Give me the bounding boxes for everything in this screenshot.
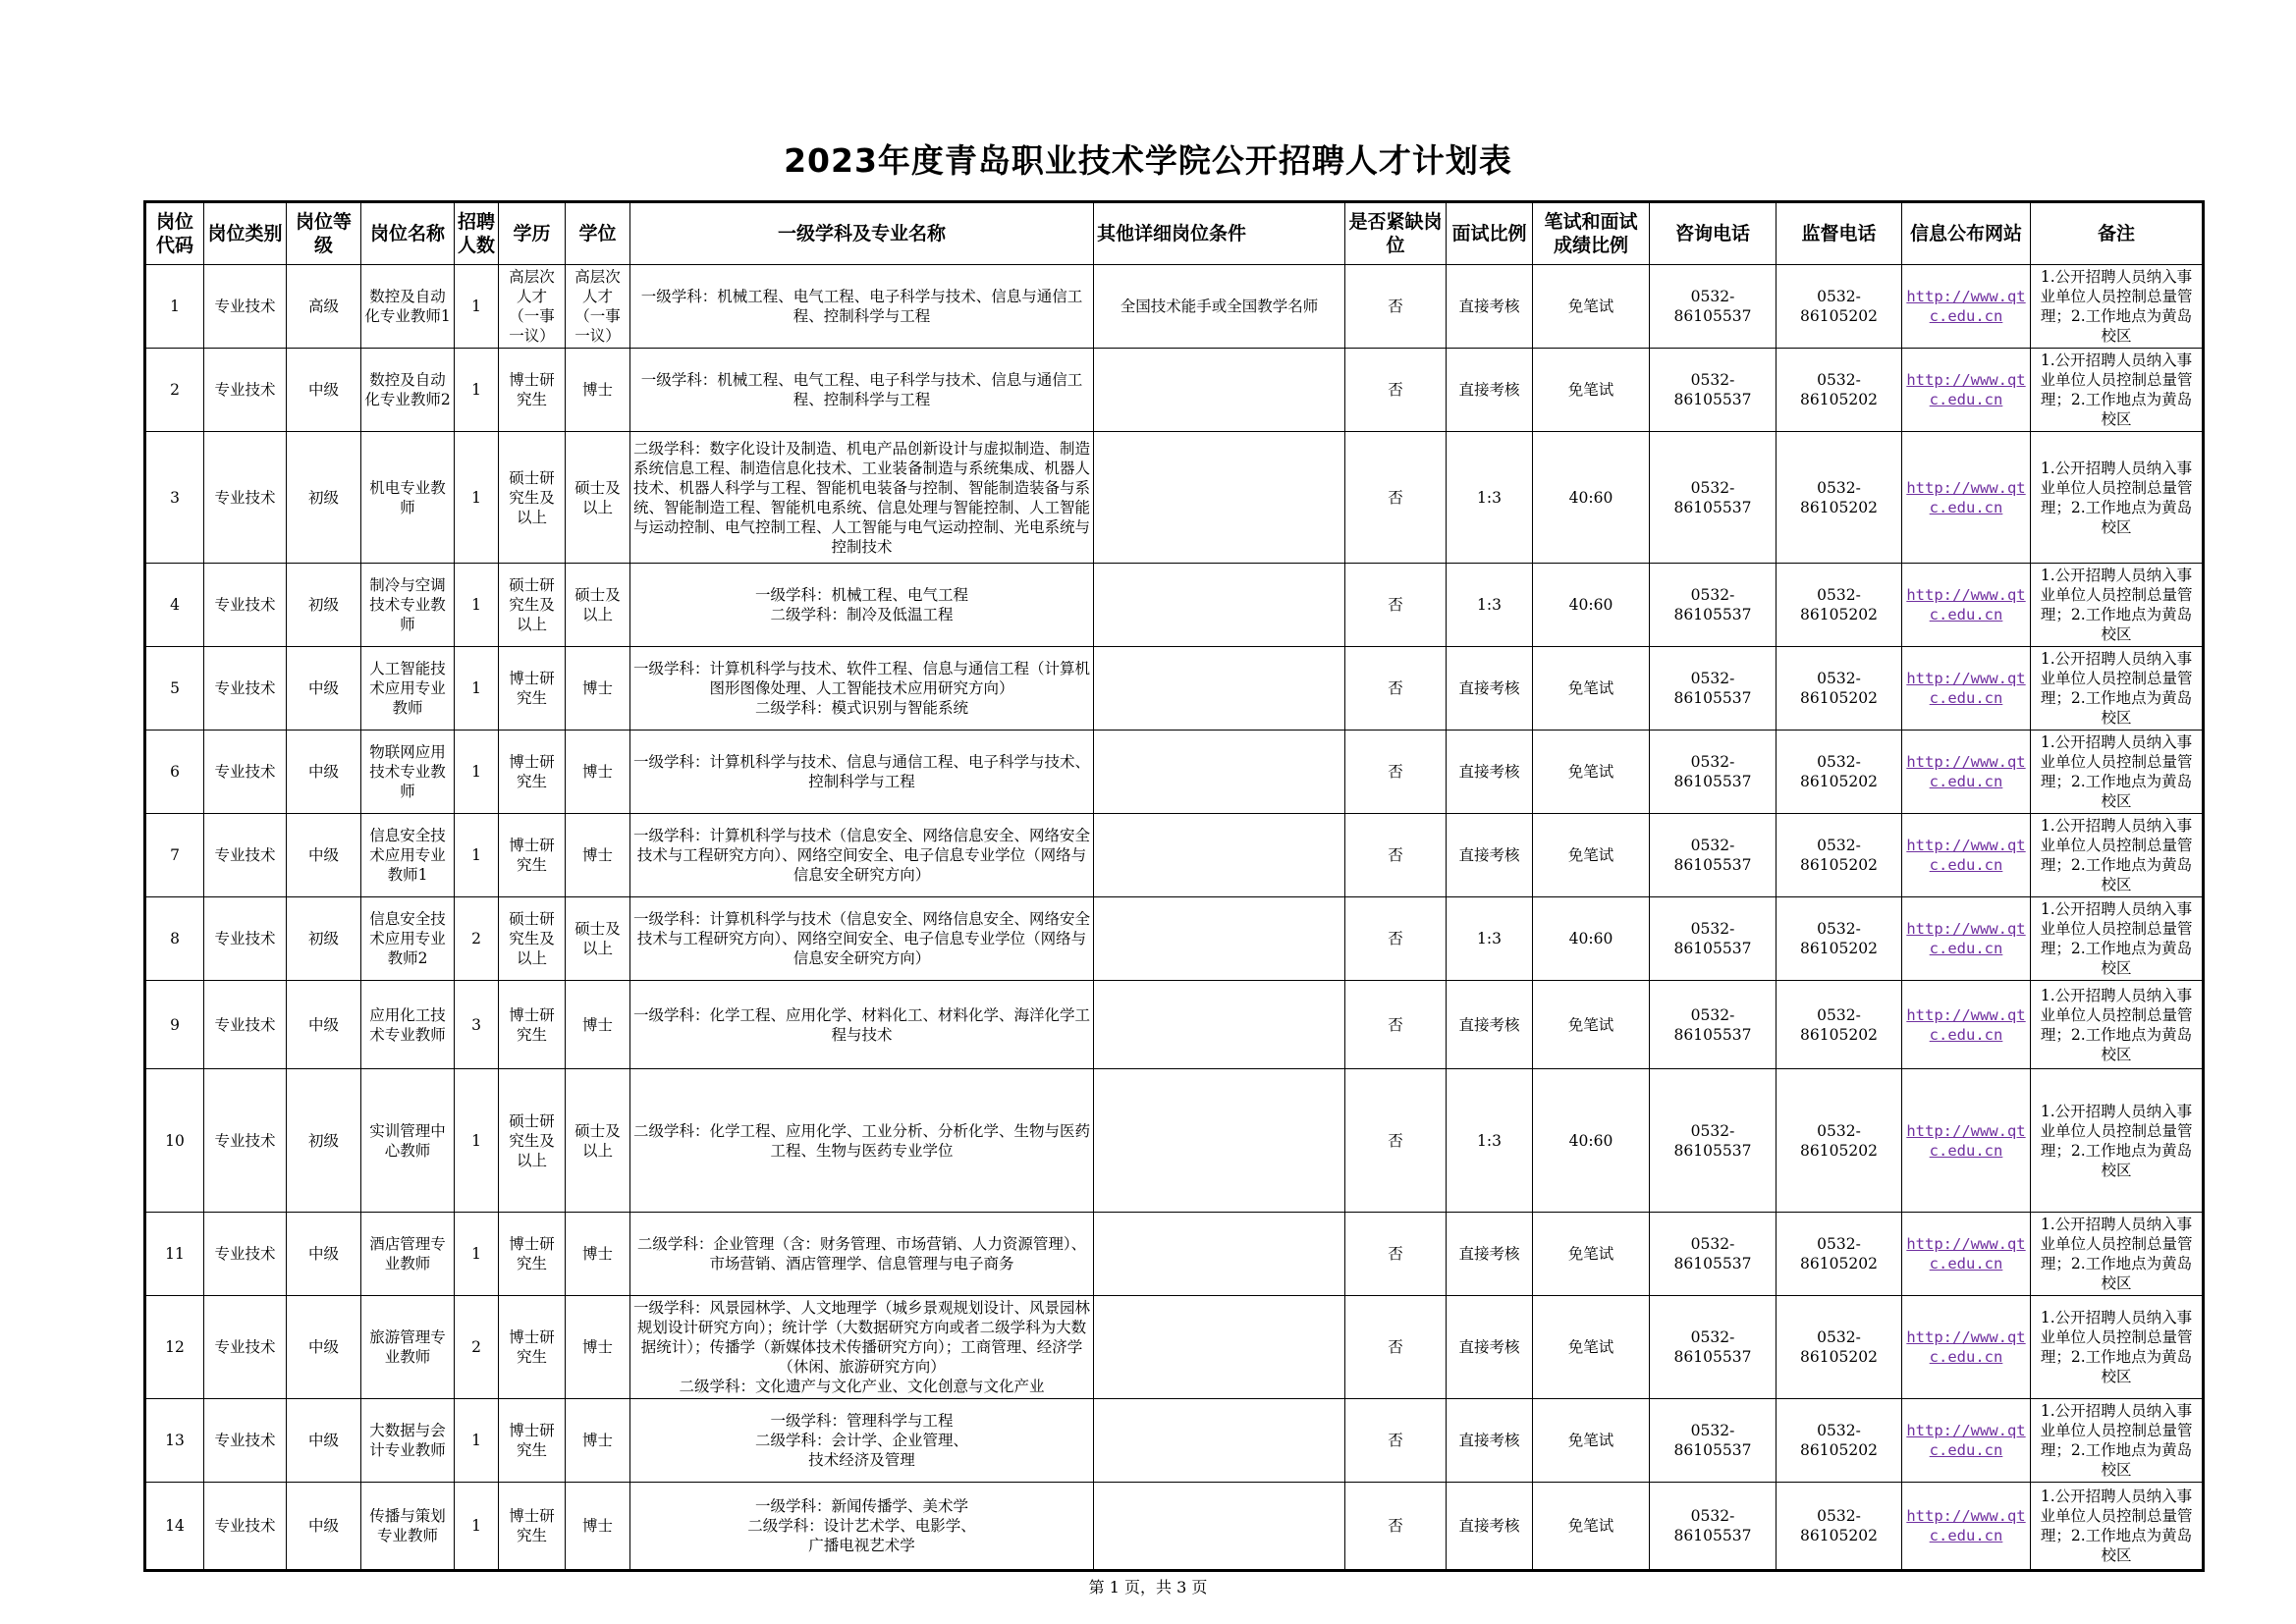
cell-conditions bbox=[1094, 1213, 1345, 1296]
website-link[interactable]: http://www.qtc.edu.cn bbox=[1906, 1328, 2026, 1366]
cell-supervise-phone: 0532-86105202 bbox=[1777, 1483, 1902, 1571]
cell-consult-phone: 0532-86105537 bbox=[1650, 1483, 1777, 1571]
cell-consult-phone: 0532-86105537 bbox=[1650, 731, 1777, 814]
cell-urgent: 否 bbox=[1345, 1296, 1447, 1399]
cell-degree: 博士 bbox=[566, 647, 630, 731]
cell-urgent: 否 bbox=[1345, 981, 1447, 1069]
cell-score-ratio: 免笔试 bbox=[1533, 814, 1650, 897]
cell-name: 数控及自动化专业教师2 bbox=[361, 349, 455, 432]
cell-interview-ratio: 直接考核 bbox=[1447, 1399, 1533, 1483]
table-row bbox=[145, 1296, 2204, 1399]
table-row bbox=[145, 1069, 2204, 1213]
cell-conditions bbox=[1094, 897, 1345, 981]
cell-level: 中级 bbox=[287, 349, 361, 432]
cell-code: 14 bbox=[145, 1483, 204, 1571]
cell-consult-phone: 0532-86105537 bbox=[1650, 814, 1777, 897]
cell-name: 数控及自动化专业教师1 bbox=[361, 265, 455, 349]
cell-category: 专业技术 bbox=[204, 1483, 287, 1571]
cell-website bbox=[1902, 897, 2031, 981]
cell-name: 人工智能技术应用专业教师 bbox=[361, 647, 455, 731]
cell-degree: 博士 bbox=[566, 1213, 630, 1296]
cell-category: 专业技术 bbox=[204, 981, 287, 1069]
cell-interview-ratio: 直接考核 bbox=[1447, 814, 1533, 897]
cell-website bbox=[1902, 1213, 2031, 1296]
cell-degree: 硕士及以上 bbox=[566, 564, 630, 647]
cell-website bbox=[1902, 814, 2031, 897]
cell-code: 6 bbox=[145, 731, 204, 814]
cell-urgent: 否 bbox=[1345, 647, 1447, 731]
cell-website bbox=[1902, 564, 2031, 647]
cell-code: 5 bbox=[145, 647, 204, 731]
cell-interview-ratio: 直接考核 bbox=[1447, 647, 1533, 731]
page-title: 2023年度青岛职业技术学院公开招聘人才计划表 bbox=[784, 141, 1512, 180]
table-row bbox=[145, 564, 2204, 647]
cell-supervise-phone: 0532-86105202 bbox=[1777, 564, 1902, 647]
cell-consult-phone: 0532-86105537 bbox=[1650, 647, 1777, 731]
cell-consult-phone: 0532-86105537 bbox=[1650, 1296, 1777, 1399]
cell-education: 博士研究生 bbox=[499, 1399, 566, 1483]
cell-conditions bbox=[1094, 814, 1345, 897]
cell-interview-ratio: 直接考核 bbox=[1447, 731, 1533, 814]
cell-level: 中级 bbox=[287, 731, 361, 814]
column-header: 学位 bbox=[566, 202, 630, 265]
cell-conditions bbox=[1094, 1069, 1345, 1213]
cell-urgent: 否 bbox=[1345, 432, 1447, 564]
cell-interview-ratio: 直接考核 bbox=[1447, 1213, 1533, 1296]
cell-category: 专业技术 bbox=[204, 731, 287, 814]
column-header: 学历 bbox=[499, 202, 566, 265]
cell-level: 中级 bbox=[287, 1483, 361, 1571]
cell-website bbox=[1902, 1483, 2031, 1571]
cell-category: 专业技术 bbox=[204, 814, 287, 897]
page-footer: 第 1 页，共 3 页 bbox=[1088, 1578, 1208, 1597]
cell-education: 博士研究生 bbox=[499, 1483, 566, 1571]
website-link[interactable]: http://www.qtc.edu.cn bbox=[1906, 1235, 2026, 1272]
cell-name: 旅游管理专业教师 bbox=[361, 1296, 455, 1399]
cell-note: 1.公开招聘人员纳入事业单位人员控制总量管理；2.工作地点为黄岛校区 bbox=[2031, 647, 2204, 731]
cell-name: 酒店管理专业教师 bbox=[361, 1213, 455, 1296]
cell-name: 制冷与空调技术专业教师 bbox=[361, 564, 455, 647]
cell-degree: 硕士及以上 bbox=[566, 897, 630, 981]
cell-score-ratio: 40:60 bbox=[1533, 897, 1650, 981]
column-header: 监督电话 bbox=[1777, 202, 1902, 265]
cell-note: 1.公开招聘人员纳入事业单位人员控制总量管理；2.工作地点为黄岛校区 bbox=[2031, 1069, 2204, 1213]
cell-score-ratio: 免笔试 bbox=[1533, 1483, 1650, 1571]
cell-note: 1.公开招聘人员纳入事业单位人员控制总量管理；2.工作地点为黄岛校区 bbox=[2031, 265, 2204, 349]
cell-education: 硕士研究生及以上 bbox=[499, 897, 566, 981]
cell-supervise-phone: 0532-86105202 bbox=[1777, 349, 1902, 432]
cell-degree: 博士 bbox=[566, 814, 630, 897]
cell-urgent: 否 bbox=[1345, 265, 1447, 349]
cell-website bbox=[1902, 432, 2031, 564]
cell-name: 传播与策划专业教师 bbox=[361, 1483, 455, 1571]
cell-consult-phone: 0532-86105537 bbox=[1650, 897, 1777, 981]
cell-website bbox=[1902, 1069, 2031, 1213]
cell-code: 8 bbox=[145, 897, 204, 981]
cell-website bbox=[1902, 981, 2031, 1069]
cell-category: 专业技术 bbox=[204, 1399, 287, 1483]
column-header: 岗位等级 bbox=[287, 202, 361, 265]
cell-level: 中级 bbox=[287, 1213, 361, 1296]
column-header: 其他详细岗位条件 bbox=[1094, 202, 1345, 265]
cell-level: 高级 bbox=[287, 265, 361, 349]
cell-code: 4 bbox=[145, 564, 204, 647]
cell-education: 博士研究生 bbox=[499, 814, 566, 897]
cell-education: 硕士研究生及以上 bbox=[499, 432, 566, 564]
cell-supervise-phone: 0532-86105202 bbox=[1777, 265, 1902, 349]
cell-count: 1 bbox=[455, 647, 499, 731]
cell-category: 专业技术 bbox=[204, 1213, 287, 1296]
cell-supervise-phone: 0532-86105202 bbox=[1777, 897, 1902, 981]
column-header: 岗位类别 bbox=[204, 202, 287, 265]
cell-consult-phone: 0532-86105537 bbox=[1650, 265, 1777, 349]
cell-conditions bbox=[1094, 731, 1345, 814]
cell-score-ratio: 免笔试 bbox=[1533, 647, 1650, 731]
cell-interview-ratio: 1:3 bbox=[1447, 432, 1533, 564]
cell-degree: 博士 bbox=[566, 1296, 630, 1399]
cell-count: 1 bbox=[455, 265, 499, 349]
column-header: 一级学科及专业名称 bbox=[630, 202, 1094, 265]
table-row bbox=[145, 897, 2204, 981]
cell-consult-phone: 0532-86105537 bbox=[1650, 981, 1777, 1069]
cell-code: 9 bbox=[145, 981, 204, 1069]
table-row bbox=[145, 981, 2204, 1069]
cell-subjects: 一级学科：化学工程、应用化学、材料化工、材料化学、海洋化学工程与技术 bbox=[630, 981, 1094, 1069]
cell-interview-ratio: 直接考核 bbox=[1447, 1296, 1533, 1399]
cell-subjects: 一级学科：计算机科学与技术、信息与通信工程、电子科学与技术、控制科学与工程 bbox=[630, 731, 1094, 814]
website-link[interactable]: http://www.qtc.edu.cn bbox=[1906, 288, 2026, 325]
website-link[interactable]: http://www.qtc.edu.cn bbox=[1906, 1121, 2026, 1160]
cell-website bbox=[1902, 349, 2031, 432]
cell-urgent: 否 bbox=[1345, 1213, 1447, 1296]
cell-consult-phone: 0532-86105537 bbox=[1650, 1399, 1777, 1483]
cell-name: 大数据与会计专业教师 bbox=[361, 1399, 455, 1483]
cell-note: 1.公开招聘人员纳入事业单位人员控制总量管理；2.工作地点为黄岛校区 bbox=[2031, 349, 2204, 432]
cell-level: 中级 bbox=[287, 647, 361, 731]
column-header: 招聘人数 bbox=[455, 202, 499, 265]
cell-score-ratio: 免笔试 bbox=[1533, 349, 1650, 432]
cell-website bbox=[1902, 731, 2031, 814]
cell-level: 初级 bbox=[287, 432, 361, 564]
cell-conditions bbox=[1094, 564, 1345, 647]
cell-note: 1.公开招聘人员纳入事业单位人员控制总量管理；2.工作地点为黄岛校区 bbox=[2031, 1483, 2204, 1571]
website-link[interactable]: http://www.qtc.edu.cn bbox=[1906, 837, 2026, 874]
cell-conditions bbox=[1094, 1483, 1345, 1571]
cell-score-ratio: 免笔试 bbox=[1533, 731, 1650, 814]
website-link[interactable]: http://www.qtc.edu.cn bbox=[1906, 1422, 2026, 1459]
cell-degree: 博士 bbox=[566, 1483, 630, 1571]
cell-urgent: 否 bbox=[1345, 1399, 1447, 1483]
cell-interview-ratio: 1:3 bbox=[1447, 1069, 1533, 1213]
cell-note: 1.公开招聘人员纳入事业单位人员控制总量管理；2.工作地点为黄岛校区 bbox=[2031, 814, 2204, 897]
cell-supervise-phone: 0532-86105202 bbox=[1777, 814, 1902, 897]
cell-subjects: 一级学科：风景园林学、人文地理学（城乡景观规划设计、风景园林规划设计研究方向）；统计学（大数据研究方向或者二级学科为大数据统计）；传播学（新媒体技术传播研究方向）；工商管理、经济学（休闲、旅游研究方向） 二级学科：文化遗产与文化产业、文化创意与文化产业 bbox=[630, 1296, 1094, 1399]
cell-category: 专业技术 bbox=[204, 349, 287, 432]
cell-consult-phone: 0532-86105537 bbox=[1650, 1213, 1777, 1296]
cell-degree: 博士 bbox=[566, 731, 630, 814]
website-link[interactable]: http://www.qtc.edu.cn bbox=[1906, 670, 2026, 707]
cell-subjects: 二级学科：化学工程、应用化学、工业分析、分析化学、生物与医药工程、生物与医药专业学位 bbox=[630, 1069, 1094, 1213]
cell-subjects: 一级学科：计算机科学与技术、软件工程、信息与通信工程（计算机图形图像处理、人工智能技术应用研究方向） 二级学科：模式识别与智能系统 bbox=[630, 647, 1094, 731]
cell-education: 博士研究生 bbox=[499, 647, 566, 731]
table-row bbox=[145, 647, 2204, 731]
cell-supervise-phone: 0532-86105202 bbox=[1777, 981, 1902, 1069]
table-row bbox=[145, 349, 2204, 432]
cell-supervise-phone: 0532-86105202 bbox=[1777, 1399, 1902, 1483]
cell-count: 1 bbox=[455, 1483, 499, 1571]
cell-count: 3 bbox=[455, 981, 499, 1069]
website-link[interactable]: http://www.qtc.edu.cn bbox=[1906, 753, 2026, 790]
cell-degree: 博士 bbox=[566, 349, 630, 432]
cell-count: 2 bbox=[455, 1296, 499, 1399]
cell-urgent: 否 bbox=[1345, 731, 1447, 814]
cell-urgent: 否 bbox=[1345, 349, 1447, 432]
cell-name: 信息安全技术应用专业教师1 bbox=[361, 814, 455, 897]
cell-supervise-phone: 0532-86105202 bbox=[1777, 1296, 1902, 1399]
cell-subjects: 一级学科：计算机科学与技术（信息安全、网络信息安全、网络安全技术与工程研究方向）、网络空间安全、电子信息专业学位（网络与信息安全研究方向） bbox=[630, 814, 1094, 897]
cell-code: 10 bbox=[145, 1069, 204, 1213]
cell-count: 1 bbox=[455, 731, 499, 814]
website-link[interactable]: http://www.qtc.edu.cn bbox=[1906, 586, 2026, 623]
cell-level: 初级 bbox=[287, 564, 361, 647]
table-row bbox=[145, 731, 2204, 814]
cell-note: 1.公开招聘人员纳入事业单位人员控制总量管理；2.工作地点为黄岛校区 bbox=[2031, 981, 2204, 1069]
column-header: 笔试和面试成绩比例 bbox=[1533, 202, 1650, 265]
website-link[interactable]: http://www.qtc.edu.cn bbox=[1906, 1005, 2026, 1044]
cell-code: 1 bbox=[145, 265, 204, 349]
cell-score-ratio: 40:60 bbox=[1533, 432, 1650, 564]
cell-category: 专业技术 bbox=[204, 647, 287, 731]
cell-conditions bbox=[1094, 1296, 1345, 1399]
cell-website bbox=[1902, 1399, 2031, 1483]
cell-score-ratio: 免笔试 bbox=[1533, 1213, 1650, 1296]
website-link[interactable]: http://www.qtc.edu.cn bbox=[1906, 371, 2026, 408]
cell-conditions bbox=[1094, 349, 1345, 432]
table-row bbox=[145, 265, 2204, 349]
cell-urgent: 否 bbox=[1345, 1069, 1447, 1213]
cell-score-ratio: 免笔试 bbox=[1533, 265, 1650, 349]
cell-count: 1 bbox=[455, 349, 499, 432]
cell-website bbox=[1902, 1296, 2031, 1399]
cell-note: 1.公开招聘人员纳入事业单位人员控制总量管理；2.工作地点为黄岛校区 bbox=[2031, 731, 2204, 814]
cell-education: 博士研究生 bbox=[499, 349, 566, 432]
cell-consult-phone: 0532-86105537 bbox=[1650, 564, 1777, 647]
cell-count: 1 bbox=[455, 814, 499, 897]
cell-note: 1.公开招聘人员纳入事业单位人员控制总量管理；2.工作地点为黄岛校区 bbox=[2031, 1399, 2204, 1483]
cell-degree: 硕士及以上 bbox=[566, 1069, 630, 1213]
cell-interview-ratio: 1:3 bbox=[1447, 897, 1533, 981]
website-link[interactable]: http://www.qtc.edu.cn bbox=[1906, 478, 2026, 516]
cell-subjects: 一级学科：机械工程、电气工程、电子科学与技术、信息与通信工程、控制科学与工程 bbox=[630, 349, 1094, 432]
cell-count: 1 bbox=[455, 1069, 499, 1213]
cell-education: 博士研究生 bbox=[499, 981, 566, 1069]
cell-name: 物联网应用技术专业教师 bbox=[361, 731, 455, 814]
cell-level: 初级 bbox=[287, 1069, 361, 1213]
cell-category: 专业技术 bbox=[204, 432, 287, 564]
cell-urgent: 否 bbox=[1345, 1483, 1447, 1571]
cell-subjects: 一级学科：新闻传播学、美术学 二级学科：设计艺术学、电影学、 广播电视艺术学 bbox=[630, 1483, 1094, 1571]
cell-code: 2 bbox=[145, 349, 204, 432]
table-row bbox=[145, 1483, 2204, 1571]
cell-interview-ratio: 1:3 bbox=[1447, 564, 1533, 647]
cell-count: 1 bbox=[455, 564, 499, 647]
cell-name: 实训管理中心教师 bbox=[361, 1069, 455, 1213]
cell-note: 1.公开招聘人员纳入事业单位人员控制总量管理；2.工作地点为黄岛校区 bbox=[2031, 897, 2204, 981]
cell-interview-ratio: 直接考核 bbox=[1447, 1483, 1533, 1571]
cell-degree: 硕士及以上 bbox=[566, 432, 630, 564]
cell-education: 硕士研究生及以上 bbox=[499, 564, 566, 647]
cell-name: 应用化工技术专业教师 bbox=[361, 981, 455, 1069]
cell-education: 博士研究生 bbox=[499, 1213, 566, 1296]
cell-code: 12 bbox=[145, 1296, 204, 1399]
cell-conditions bbox=[1094, 1399, 1345, 1483]
cell-level: 初级 bbox=[287, 897, 361, 981]
cell-note: 1.公开招聘人员纳入事业单位人员控制总量管理；2.工作地点为黄岛校区 bbox=[2031, 1213, 2204, 1296]
cell-interview-ratio: 直接考核 bbox=[1447, 981, 1533, 1069]
cell-category: 专业技术 bbox=[204, 1069, 287, 1213]
cell-code: 7 bbox=[145, 814, 204, 897]
cell-education: 高层次人才（一事一议） bbox=[499, 265, 566, 349]
cell-level: 中级 bbox=[287, 814, 361, 897]
cell-subjects: 一级学科：机械工程、电气工程、电子科学与技术、信息与通信工程、控制科学与工程 bbox=[630, 265, 1094, 349]
column-header: 岗位名称 bbox=[361, 202, 455, 265]
cell-consult-phone: 0532-86105537 bbox=[1650, 1069, 1777, 1213]
cell-conditions bbox=[1094, 981, 1345, 1069]
cell-category: 专业技术 bbox=[204, 897, 287, 981]
cell-note: 1.公开招聘人员纳入事业单位人员控制总量管理；2.工作地点为黄岛校区 bbox=[2031, 1296, 2204, 1399]
recruitment-plan-table bbox=[143, 200, 2205, 1572]
cell-subjects: 一级学科：计算机科学与技术（信息安全、网络信息安全、网络安全技术与工程研究方向）、网络空间安全、电子信息专业学位（网络与信息安全研究方向） bbox=[630, 897, 1094, 981]
cell-education: 博士研究生 bbox=[499, 1296, 566, 1399]
cell-code: 11 bbox=[145, 1213, 204, 1296]
cell-supervise-phone: 0532-86105202 bbox=[1777, 1213, 1902, 1296]
cell-urgent: 否 bbox=[1345, 814, 1447, 897]
cell-interview-ratio: 直接考核 bbox=[1447, 349, 1533, 432]
cell-score-ratio: 免笔试 bbox=[1533, 1296, 1650, 1399]
cell-subjects: 二级学科：数字化设计及制造、机电产品创新设计与虚拟制造、制造系统信息工程、制造信息化技术、工业装备制造与系统集成、机器人技术、机器人科学与工程、智能机电装备与控制、智能制造装备与系统、智能制造工程、智能机电系统、信息处理与智能控制、人工智能与运动控制、电气控制工程、人工智能与电气运动控制、光电系统与控制技术 bbox=[630, 432, 1094, 564]
header-row bbox=[145, 202, 2204, 265]
cell-website bbox=[1902, 265, 2031, 349]
cell-score-ratio: 免笔试 bbox=[1533, 1399, 1650, 1483]
cell-supervise-phone: 0532-86105202 bbox=[1777, 432, 1902, 564]
cell-code: 13 bbox=[145, 1399, 204, 1483]
cell-conditions bbox=[1094, 432, 1345, 564]
cell-category: 专业技术 bbox=[204, 265, 287, 349]
cell-category: 专业技术 bbox=[204, 1296, 287, 1399]
cell-consult-phone: 0532-86105537 bbox=[1650, 432, 1777, 564]
column-header: 备注 bbox=[2031, 202, 2204, 265]
cell-count: 1 bbox=[455, 1213, 499, 1296]
website-link[interactable]: http://www.qtc.edu.cn bbox=[1906, 920, 2026, 957]
cell-note: 1.公开招聘人员纳入事业单位人员控制总量管理；2.工作地点为黄岛校区 bbox=[2031, 564, 2204, 647]
table-row bbox=[145, 432, 2204, 564]
column-header: 岗位代码 bbox=[145, 202, 204, 265]
cell-supervise-phone: 0532-86105202 bbox=[1777, 647, 1902, 731]
cell-degree: 高层次人才（一事一议） bbox=[566, 265, 630, 349]
column-header: 信息公布网站 bbox=[1902, 202, 2031, 265]
cell-education: 博士研究生 bbox=[499, 731, 566, 814]
cell-level: 中级 bbox=[287, 981, 361, 1069]
table-row bbox=[145, 1399, 2204, 1483]
cell-website bbox=[1902, 647, 2031, 731]
cell-note: 1.公开招聘人员纳入事业单位人员控制总量管理；2.工作地点为黄岛校区 bbox=[2031, 432, 2204, 564]
cell-urgent: 否 bbox=[1345, 897, 1447, 981]
cell-category: 专业技术 bbox=[204, 564, 287, 647]
cell-name: 信息安全技术应用专业教师2 bbox=[361, 897, 455, 981]
cell-degree: 博士 bbox=[566, 981, 630, 1069]
cell-count: 1 bbox=[455, 1399, 499, 1483]
cell-consult-phone: 0532-86105537 bbox=[1650, 349, 1777, 432]
cell-code: 3 bbox=[145, 432, 204, 564]
table-row bbox=[145, 814, 2204, 897]
cell-level: 中级 bbox=[287, 1399, 361, 1483]
website-link[interactable]: http://www.qtc.edu.cn bbox=[1906, 1507, 2026, 1544]
cell-score-ratio: 免笔试 bbox=[1533, 981, 1650, 1069]
cell-level: 中级 bbox=[287, 1296, 361, 1399]
column-header: 是否紧缺岗位 bbox=[1345, 202, 1447, 265]
cell-score-ratio: 40:60 bbox=[1533, 564, 1650, 647]
cell-conditions: 全国技术能手或全国教学名师 bbox=[1094, 265, 1345, 349]
cell-supervise-phone: 0532-86105202 bbox=[1777, 731, 1902, 814]
table-row bbox=[145, 1213, 2204, 1296]
cell-education: 硕士研究生及以上 bbox=[499, 1069, 566, 1213]
column-header: 面试比例 bbox=[1447, 202, 1533, 265]
cell-score-ratio: 40:60 bbox=[1533, 1069, 1650, 1213]
cell-name: 机电专业教师 bbox=[361, 432, 455, 564]
cell-supervise-phone: 0532-86105202 bbox=[1777, 1069, 1902, 1213]
cell-subjects: 一级学科：管理科学与工程 二级学科：会计学、企业管理、 技术经济及管理 bbox=[630, 1399, 1094, 1483]
cell-count: 1 bbox=[455, 432, 499, 564]
cell-subjects: 二级学科：企业管理（含：财务管理、市场营销、人力资源管理）、市场营销、酒店管理学、信息管理与电子商务 bbox=[630, 1213, 1094, 1296]
cell-conditions bbox=[1094, 647, 1345, 731]
cell-subjects: 一级学科：机械工程、电气工程 二级学科：制冷及低温工程 bbox=[630, 564, 1094, 647]
cell-count: 2 bbox=[455, 897, 499, 981]
cell-interview-ratio: 直接考核 bbox=[1447, 265, 1533, 349]
column-header: 咨询电话 bbox=[1650, 202, 1777, 265]
cell-degree: 博士 bbox=[566, 1399, 630, 1483]
cell-urgent: 否 bbox=[1345, 564, 1447, 647]
